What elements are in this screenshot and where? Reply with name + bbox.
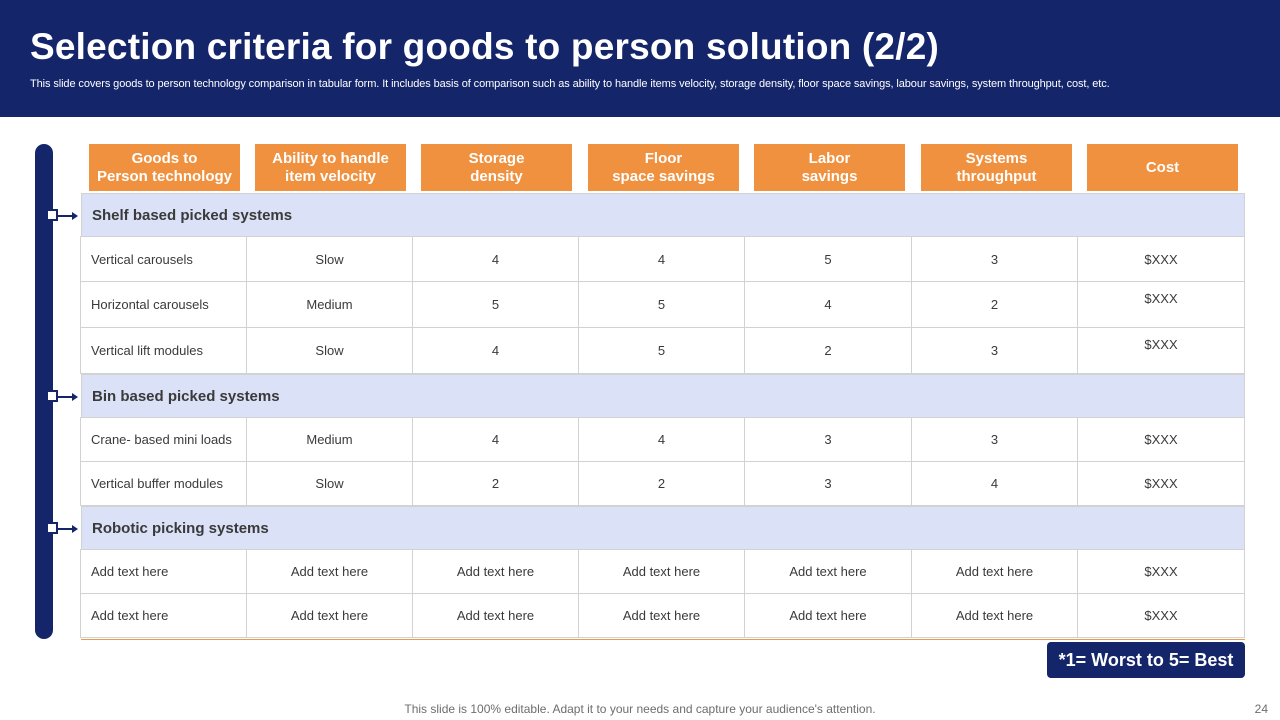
- table-cell: 4: [578, 417, 745, 462]
- table-cell: Medium: [246, 281, 413, 328]
- table-cell: Add text here: [246, 593, 413, 638]
- slide-subtitle: This slide covers goods to person technology comparison in tabular form. It includes basis of comparison such as ability to handle items velocity, storage density, floor space savings, labour savings, system throughput, cost, etc.: [30, 78, 1110, 90]
- table-cell: Add text here: [246, 549, 413, 594]
- table-row: [81, 237, 1245, 282]
- section-row: [81, 193, 1245, 237]
- section-label: Bin based picked systems: [92, 388, 280, 405]
- table-row: [81, 462, 1245, 506]
- column-header-5: Labor savings: [754, 144, 905, 191]
- table-row: [81, 282, 1245, 328]
- table-cell: 5: [744, 236, 912, 282]
- table-cell: 5: [578, 281, 745, 328]
- table-cell: $XXX: [1077, 549, 1245, 594]
- table-cell: 2: [578, 461, 745, 506]
- row-label-cell: Vertical buffer modules: [80, 461, 247, 506]
- table-cell: 3: [911, 236, 1078, 282]
- section-marker-arrow: [46, 390, 80, 404]
- section-label: Shelf based picked systems: [92, 207, 293, 224]
- table-cell: Medium: [246, 417, 413, 462]
- row-label-cell: Crane- based mini loads: [80, 417, 247, 462]
- table-cell: Add text here: [412, 549, 579, 594]
- table-cell: 3: [744, 417, 912, 462]
- column-header-4: Floor space savings: [588, 144, 739, 191]
- row-label-cell: Add text here: [80, 549, 247, 594]
- table-row: [81, 594, 1245, 638]
- table-cell: 4: [744, 281, 912, 328]
- table-cell: Add text here: [578, 549, 745, 594]
- table-cell: Slow: [246, 236, 413, 282]
- table-cell: $XXX: [1077, 327, 1245, 374]
- table-cell: 4: [911, 461, 1078, 506]
- table-cell: Slow: [246, 461, 413, 506]
- table-cell: 3: [911, 417, 1078, 462]
- table-cell: Add text here: [744, 549, 912, 594]
- table-cell: Add text here: [911, 549, 1078, 594]
- table-cell: $XXX: [1077, 236, 1245, 282]
- column-header-6: Systems throughput: [921, 144, 1072, 191]
- section-marker-arrow: [46, 209, 80, 223]
- table-row: [81, 328, 1245, 374]
- table-cell: 4: [578, 236, 745, 282]
- footer-text: This slide is 100% editable. Adapt it to your needs and capture your audience's attention.: [404, 702, 876, 716]
- row-label-cell: Horizontal carousels: [80, 281, 247, 328]
- row-label-cell: Add text here: [80, 593, 247, 638]
- table-row: [81, 418, 1245, 462]
- table-cell: $XXX: [1077, 417, 1245, 462]
- table-cell: 3: [911, 327, 1078, 374]
- table-cell: $XXX: [1077, 461, 1245, 506]
- title-bar: [0, 0, 1280, 117]
- section-label: Robotic picking systems: [92, 520, 269, 537]
- section-marker-arrow: [46, 522, 80, 536]
- table-cell: 5: [412, 281, 579, 328]
- page-number: 24: [1254, 702, 1268, 716]
- section-row: [81, 374, 1245, 418]
- row-label-cell: Vertical carousels: [80, 236, 247, 282]
- table-cell: $XXX: [1077, 593, 1245, 638]
- slide-title: Selection criteria for goods to person solution (2/2): [30, 26, 939, 67]
- table-row: [81, 550, 1245, 594]
- comparison-table: [81, 193, 1245, 640]
- rating-scale-note: *1= Worst to 5= Best: [1047, 642, 1245, 678]
- table-cell: 4: [412, 417, 579, 462]
- table-cell: Add text here: [578, 593, 745, 638]
- column-header-1: Goods to Person technology: [89, 144, 240, 191]
- row-label-cell: Vertical lift modules: [80, 327, 247, 374]
- table-cell: Add text here: [911, 593, 1078, 638]
- table-cell: Add text here: [744, 593, 912, 638]
- table-cell: $XXX: [1077, 281, 1245, 328]
- table-cell: 2: [911, 281, 1078, 328]
- table-cell: 4: [412, 236, 579, 282]
- column-header-7: Cost: [1087, 144, 1238, 191]
- table-cell: 4: [412, 327, 579, 374]
- column-header-2: Ability to handle item velocity: [255, 144, 406, 191]
- table-cell: 2: [412, 461, 579, 506]
- table-cell: 2: [744, 327, 912, 374]
- column-header-3: Storage density: [421, 144, 572, 191]
- table-cell: Add text here: [412, 593, 579, 638]
- section-row: [81, 506, 1245, 550]
- table-cell: Slow: [246, 327, 413, 374]
- table-cell: 3: [744, 461, 912, 506]
- table-cell: 5: [578, 327, 745, 374]
